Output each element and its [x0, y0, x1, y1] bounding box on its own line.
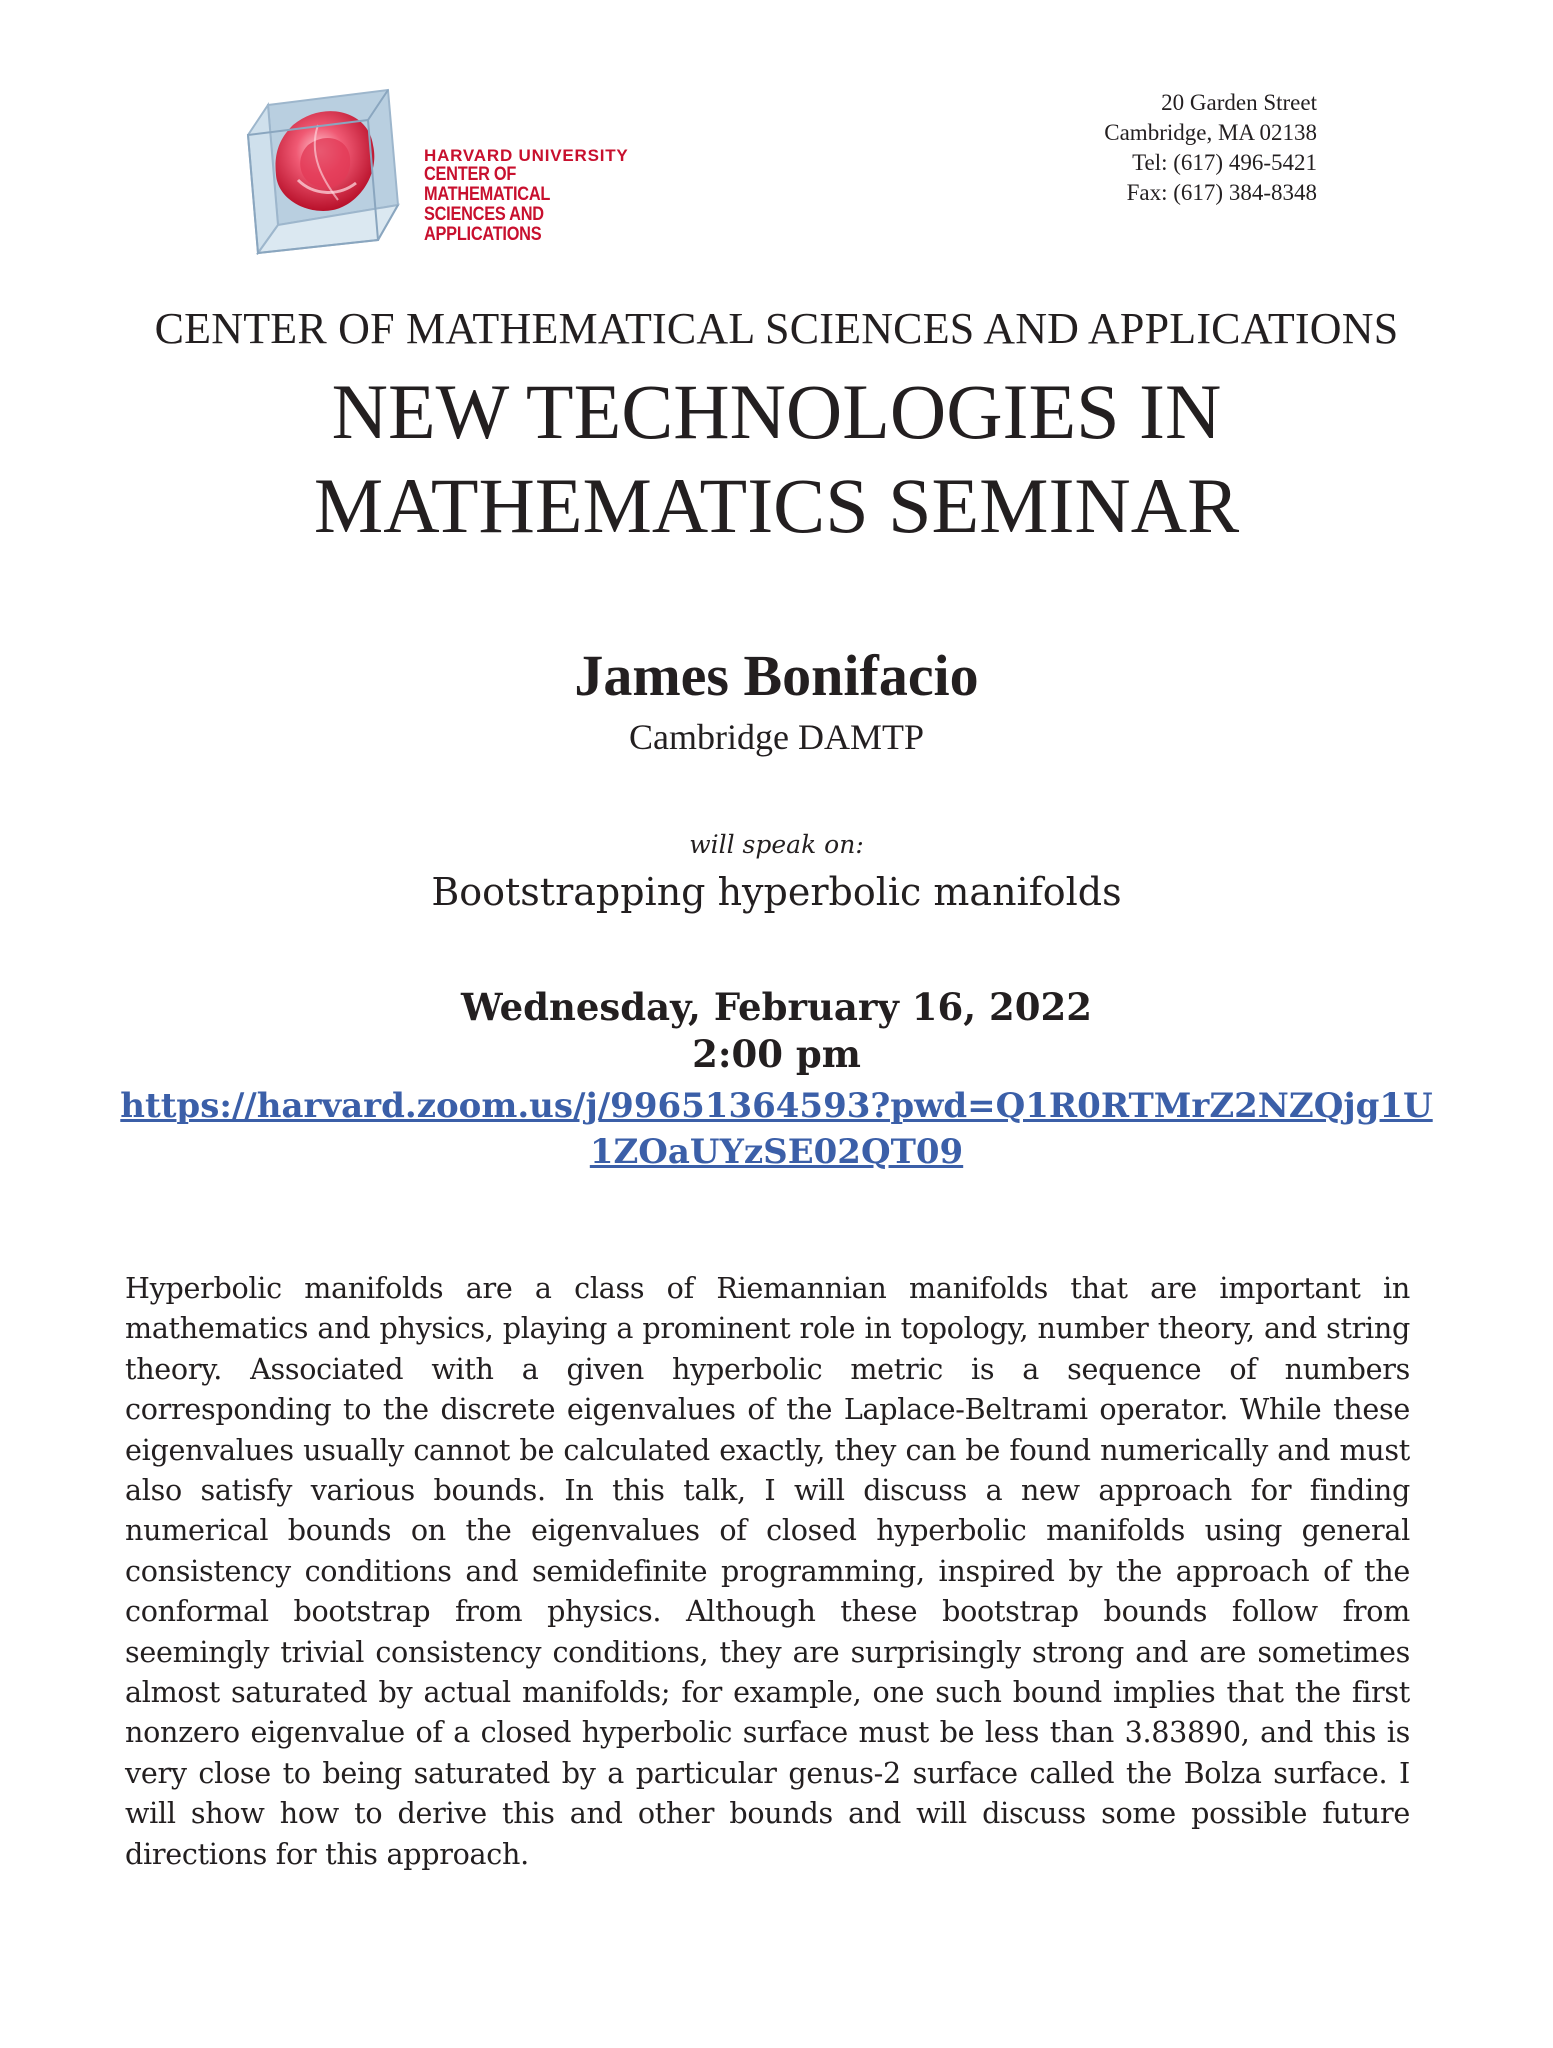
- cmsa-cube-logo-icon: [238, 85, 418, 255]
- speaker-name: James Bonifacio: [574, 643, 979, 708]
- logo-wordmark: [424, 147, 658, 245]
- seminar-title: [0, 365, 1553, 553]
- logo-line-2: CENTER OF MATHEMATICAL: [424, 163, 551, 205]
- talk-title: Bootstrapping hyperbolic manifolds: [431, 870, 1122, 914]
- event-date: Wednesday, February 16, 2022: [461, 985, 1092, 1029]
- address-fax: Fax: (617) 384-8348: [1126, 180, 1317, 205]
- address-block: [1104, 88, 1317, 208]
- abstract-text: Hyperbolic manifolds are a class of Riemannian manifolds that are important in mathematics and physics, playing a prominent role in topology, number theory, and string theory. Associated with a given hyperbolic metric is a sequence of numbers corresponding to the discrete eigenvalues of the Laplace-Beltrami operator. While these eigenvalues usually cannot be calculated exactly, they can be found numerically and must also satisfy various bounds. In this talk, I will discuss a new approach for finding numerical bounds on the eigenvalues of closed hyperbolic manifolds using general consistency conditions and semidefinite programming, inspired by the approach of the conformal bootstrap from physics. Although these bootstrap bounds follow from seemingly trivial consistency conditions, they are surprisingly strong and are sometimes almost saturated by actual manifolds; for example, one such bound implies that the first nonzero eigenvalue of a closed hyperbolic surface must be less than 3.83890, and this is very close to being saturated by a particular genus-2 surface called the Bolza surface. I will show how to derive this and other bounds and will discuss some possible future directions for this approach.: [125, 1271, 1410, 1871]
- seminar-title-line-1: NEW TECHNOLOGIES IN: [331, 368, 1222, 455]
- talk-intro: will speak on:: [689, 830, 864, 859]
- cmsa-logo: [238, 85, 658, 255]
- address-city: Cambridge, MA 02138: [1104, 120, 1317, 145]
- logo-line-1: HARVARD UNIVERSITY: [424, 146, 629, 165]
- speaker-affiliation: Cambridge DAMTP: [629, 717, 924, 757]
- address-tel: Tel: (617) 496-5421: [1132, 150, 1317, 175]
- event-time: 2:00 pm: [692, 1032, 861, 1076]
- seminar-title-line-2: MATHEMATICS SEMINAR: [313, 462, 1240, 549]
- logo-line-3: SCIENCES AND APPLICATIONS: [424, 203, 544, 245]
- center-name: CENTER OF MATHEMATICAL SCIENCES AND APPLICATIONS: [154, 304, 1399, 353]
- zoom-link[interactable]: https://harvard.zoom.us/j/99651364593?pwd=Q1R0RTMrZ2NZQjg1U1ZOaUYzSE02QT09: [120, 1086, 1433, 1172]
- address-street: 20 Garden Street: [1161, 90, 1317, 115]
